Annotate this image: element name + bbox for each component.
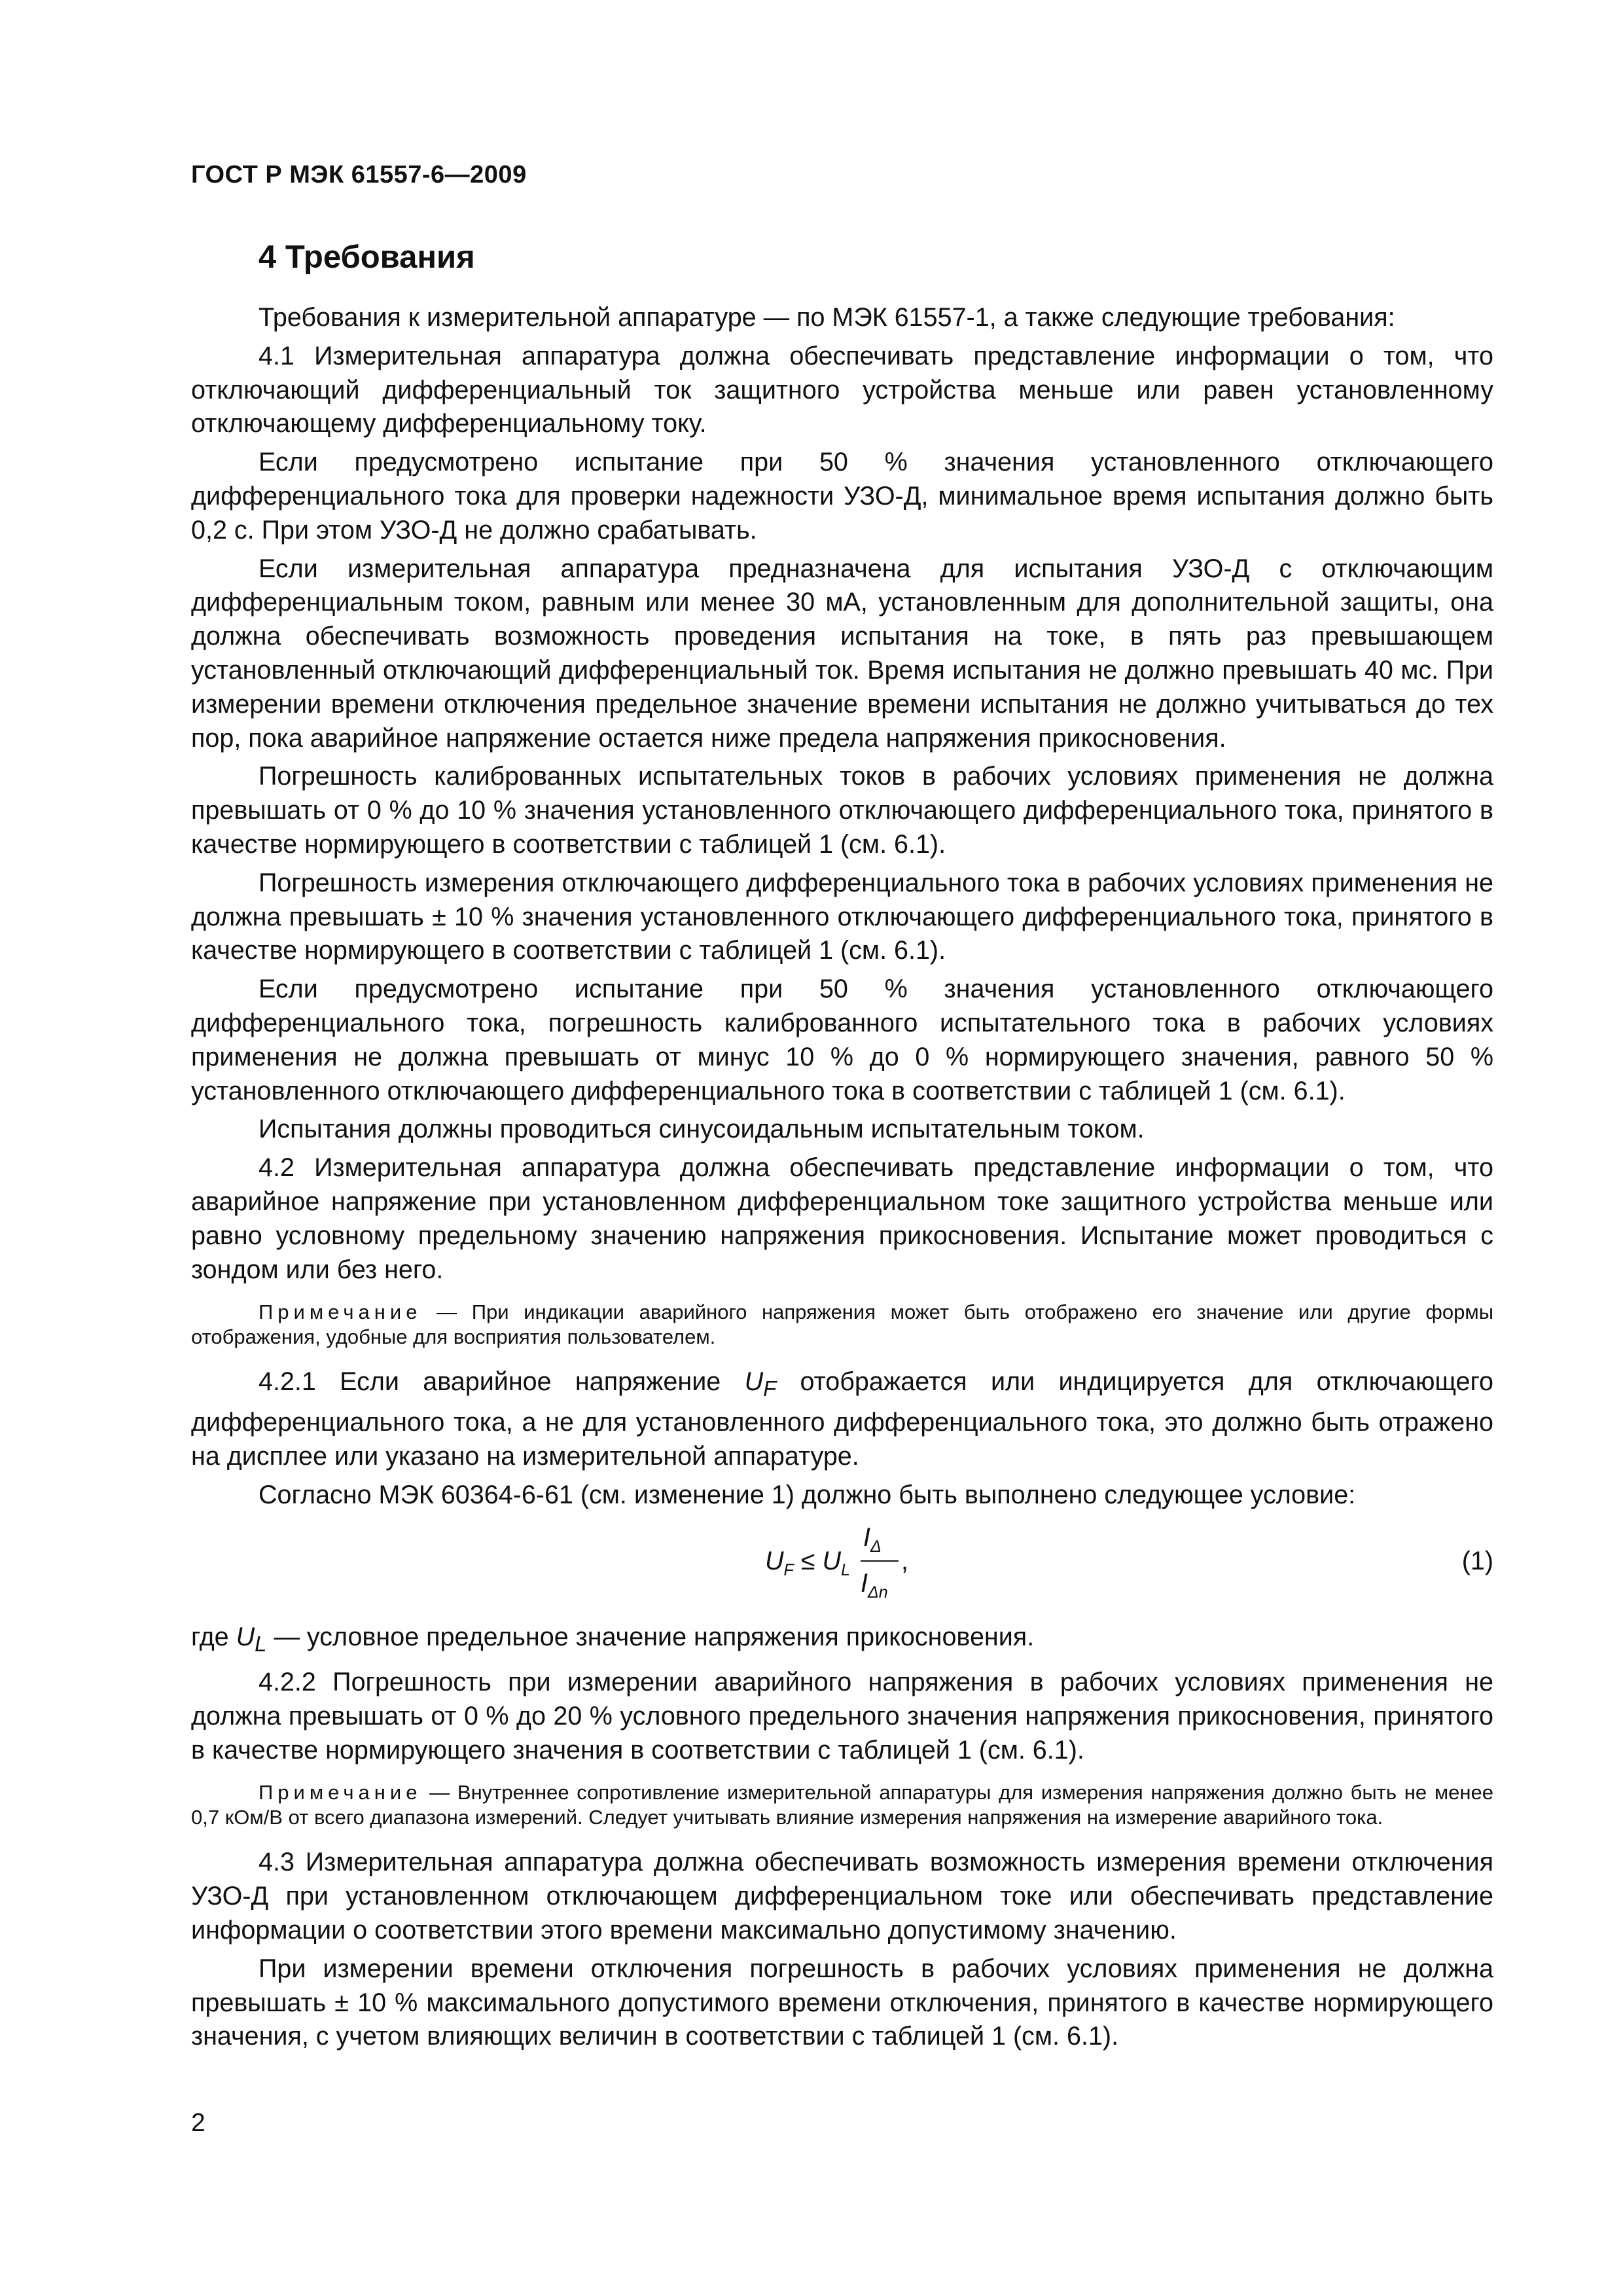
paragraph-where (191, 1621, 1493, 1661)
symbol-subscript: L (255, 1632, 267, 1657)
text-fragment: где (191, 1623, 236, 1652)
text-fragment: 4.2.1 Если аварийное напряжение (259, 1367, 745, 1397)
note-2 (191, 1780, 1493, 1830)
formula-denominator (861, 1567, 888, 1610)
paragraph: Если предусмотрено испытание при 50 % значения установленного отключающего дифференциального тока, погрешность калиброванного испытательного тока в рабочих условиях применения не должна превышать от минус 10 % до 0 % нормирующего значения, равного 50 % установленного отключающего дифференциального тока в соответствии с таблицей 1 (см. 6.1). (191, 975, 1493, 1105)
formula-numerator (863, 1521, 882, 1564)
note-1 (191, 1300, 1493, 1350)
symbol-u: U (236, 1623, 255, 1652)
formula-1 (765, 1521, 922, 1613)
formula-lhs (765, 1545, 850, 1588)
note-text: — Внутреннее сопротивление измерительной аппаратуры для измерения напряжения должно быть не менее 0,7 кОм/В от всего диапазона измерений. Следует учитывать влияние измерения напряжения на измерение аварийного тока. (191, 1781, 1493, 1829)
paragraph-4-1: 4.1 Измерительная аппаратура должна обеспечивать представление информации о том, что отключающий дифференциальный ток защитного устройства меньше или равен установленному отключающему дифференциальному току. (191, 341, 1493, 439)
paragraph-intro: Требования к измерительной аппаратуре — по МЭК 61557-1, а также следующие требования: (259, 303, 1395, 332)
document-code-header: ГОСТ Р МЭК 61557-6—2009 (191, 161, 527, 188)
paragraph-4-2-2: 4.2.2 Погрешность при измерении аварийного напряжения в рабочих условиях применения не должна превышать от 0 % до 20 % условного предельного значения напряжения прикосновения, принятого в качестве нормирующего значения в соответствии с таблицей 1 (см. 6.1). (191, 1668, 1493, 1765)
formula-operator: ≤ (793, 1547, 823, 1576)
formula-sub: F (783, 1561, 794, 1580)
section-title: 4 Требования (259, 240, 475, 275)
formula-sub: Δ (870, 1537, 882, 1556)
formula-sub: Δn (867, 1583, 888, 1602)
fraction-bar (861, 1560, 899, 1562)
note-label: Примечание (259, 1781, 422, 1804)
formula-var: I (861, 1569, 868, 1598)
paragraph: При измерении времени отключения погрешность в рабочих условиях применения не должна превышать ± 10 % максимального допустимого времени отключения, принятого в качестве нормирующего значения, с учетом влияющих величин в соответствии с таблицей 1 (см. 6.1). (191, 1954, 1493, 2051)
formula-var: U (765, 1547, 784, 1576)
formula-row (191, 1521, 1493, 1613)
text-fragment: — условное предельное значение напряжения прикосновения. (266, 1623, 1035, 1652)
page-number: 2 (191, 2109, 205, 2137)
paragraph: Если измерительная аппаратура предназначена для испытания УЗО-Д с отключающим дифференциальным током, равным или менее 30 мА, установленным для дополнительной защиты, она должна обеспечивать возможность проведения испытания на токе, в пять раз превышающем установленный отключающий дифференциальный ток. Время испытания не должно превышать 40 мс. При измерении времени отключения предельное значение времени испытания не должно учитываться до тех пор, пока аварийное напряжение остается ниже предела напряжения прикосновения. (191, 554, 1493, 753)
paragraph: Погрешность калиброванных испытательных токов в рабочих условиях применения не должна превышать от 0 % до 10 % значения установленного отключающего дифференциального тока, принятого в качестве нормирующего в соответствии с таблицей 1 (см. 6.1). (191, 762, 1493, 859)
note-label: Примечание (259, 1300, 422, 1324)
note-text: — При индикации аварийного напряжения может быть отображено его значение или другие формы отображения, удобные для восприятия пользователем. (191, 1300, 1493, 1349)
formula-comma: , (901, 1547, 908, 1576)
paragraph-4-2-1 (191, 1365, 1493, 1473)
paragraph: Согласно МЭК 60364-6-61 (см. изменение 1) должно быть выполнено следующее условие: (259, 1480, 1356, 1509)
body-text (191, 301, 1493, 2058)
symbol-subscript: F (763, 1376, 777, 1401)
formula-number: (1) (1461, 1547, 1493, 1576)
symbol-u: U (744, 1367, 764, 1397)
text-fragment: отображается или индицируется для отключающего дифференциального тока, а не для установленного дифференциального тока, это должно быть отражено на дисплее или указано на измерительной аппаратуре. (191, 1367, 1493, 1471)
formula-sub: L (840, 1561, 850, 1580)
paragraph: Испытания должны проводиться синусоидальным испытательным током. (259, 1115, 1145, 1144)
paragraph-4-3: 4.3 Измерительная аппаратура должна обеспечивать возможность измерения времени отключения УЗО-Д при установленном отключающем дифференциальном токе или обеспечивать представление информации о соответствии этого времени максимально допустимому значению. (191, 1848, 1493, 1945)
paragraph: Если предусмотрено испытание при 50 % значения установленного отключающего дифференциального тока для проверки надежности УЗО-Д, минимальное время испытания должно быть 0,2 с. При этом УЗО-Д не должно срабатывать. (191, 448, 1493, 545)
paragraph-4-2: 4.2 Измерительная аппаратура должна обеспечивать представление информации о том, что аварийное напряжение при установленном дифференциальном токе защитного устройства меньше или равно условному предельному значению напряжения прикосновения. Испытание может проводиться с зондом или без него. (191, 1153, 1493, 1284)
paragraph: Погрешность измерения отключающего дифференциального тока в рабочих условиях применения не должна превышать ± 10 % значения установленного отключающего дифференциального тока, принятого в качестве нормирующего в соответствии с таблицей 1 (см. 6.1). (191, 868, 1493, 965)
formula-var: U (822, 1547, 841, 1576)
formula-var: I (863, 1523, 870, 1552)
